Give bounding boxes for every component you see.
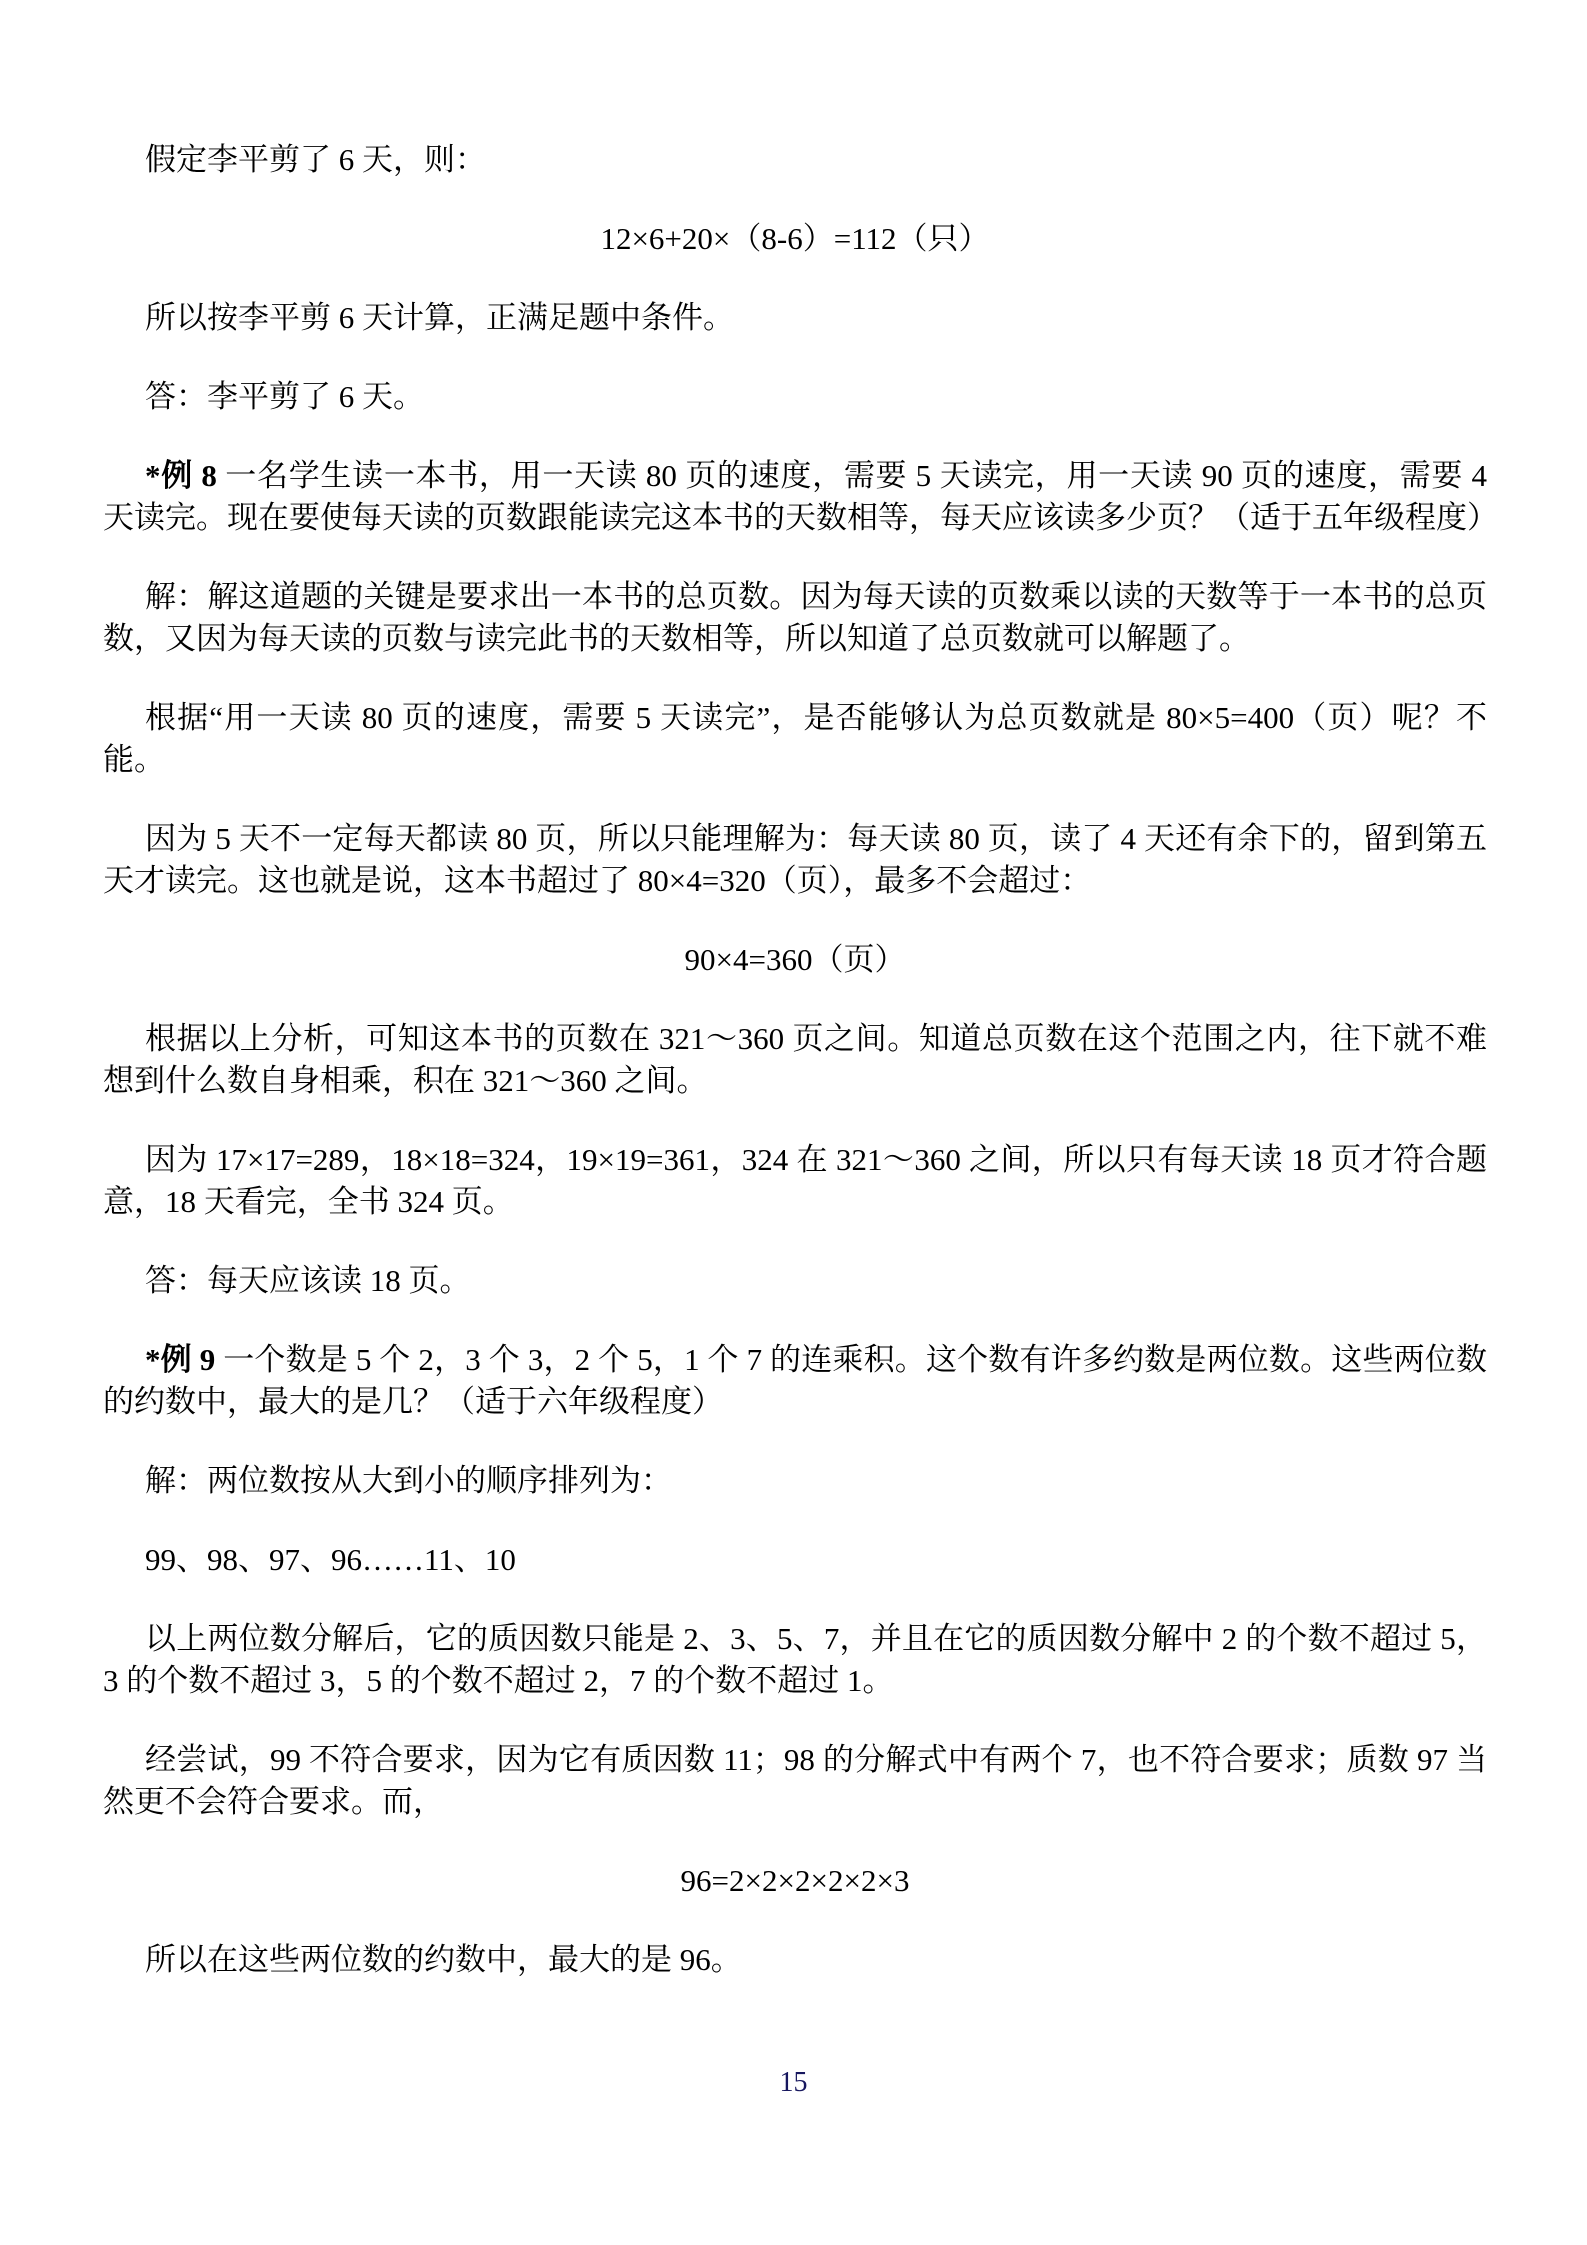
paragraph: 所以按李平剪 6 天计算，正满足题中条件。 xyxy=(145,300,734,335)
example-9-text: 一个数是 5 个 2，3 个 3，2 个 5，1 个 7 的连乘积。这个数有许多约数是两位数。这些两位数的约数中，最大的是几？（适于六年级程度） xyxy=(103,1342,1488,1419)
paragraph: 因为 17×17=289，18×18=324，19×19=361，324 在 321～360 之间，所以只有每天读 18 页才符合题意，18 天看完，全书 324 页。 xyxy=(103,1142,1487,1219)
example-8-text: 一名学生读一本书，用一天读 80 页的速度，需要 5 天读完，用一天读 90 页的速度，需要 4 天读完。现在要使每天读的页数跟能读完这本书的天数相等，每天应该读多少页？（适于五年级程度） xyxy=(103,458,1498,535)
answer-paragraph: 答：每天应该读 18 页。 xyxy=(145,1263,471,1298)
page-number: 15 xyxy=(779,2067,808,2098)
example-8-paragraph xyxy=(103,455,1498,539)
paragraph: 经尝试，99 不符合要求，因为它有质因数 11；98 的分解式中有两个 7，也不符合要求；质数 97 当然更不会符合要求。而， xyxy=(103,1742,1487,1819)
paragraph: 以上两位数分解后，它的质因数只能是 2、3、5、7，并且在它的质因数分解中 2 的个数不超过 5，3 的个数不超过 3，5 的个数不超过 2，7 的个数不超过 1。 xyxy=(103,1621,1487,1698)
page-content xyxy=(103,139,1498,2018)
equation-line: 96=2×2×2×2×2×3 xyxy=(680,1863,910,1898)
solution-paragraph: 解：解这道题的关键是要求出一本书的总页数。因为每天读的页数乘以读的天数等于一本书的总页数，又因为每天读的页数与读完此书的天数相等，所以知道了总页数就可以解题了。 xyxy=(103,579,1487,656)
example-8-label: *例 8 xyxy=(145,458,217,493)
equation-line: 12×6+20×（8-6）=112（只） xyxy=(600,221,990,256)
paragraph: 根据“用一天读 80 页的速度，需要 5 天读完”，是否能够认为总页数就是 80×5=400（页）呢？不能。 xyxy=(103,700,1487,777)
equation-line: 90×4=360（页） xyxy=(684,942,906,977)
paragraph: 根据以上分析，可知这本书的页数在 321～360 页之间。知道总页数在这个范围之内，往下就不难想到什么数自身相乘，积在 321～360 之间。 xyxy=(103,1021,1487,1098)
example-9-label: *例 9 xyxy=(145,1342,216,1377)
answer-paragraph: 答：李平剪了 6 天。 xyxy=(145,379,424,414)
example-9-paragraph xyxy=(103,1339,1487,1423)
paragraph: 假定李平剪了 6 天，则： xyxy=(145,142,486,177)
number-list-line: 99、98、97、96……11、10 xyxy=(145,1542,516,1577)
solution-paragraph: 解：两位数按从大到小的顺序排列为： xyxy=(145,1463,672,1498)
paragraph: 因为 5 天不一定每天都读 80 页，所以只能理解为：每天读 80 页，读了 4 天还有余下的，留到第五天才读完。这也就是说，这本书超过了 80×4=320（页），最多不会超过： xyxy=(103,821,1487,898)
conclusion-paragraph: 所以在这些两位数的约数中，最大的是 96。 xyxy=(145,1942,742,1977)
